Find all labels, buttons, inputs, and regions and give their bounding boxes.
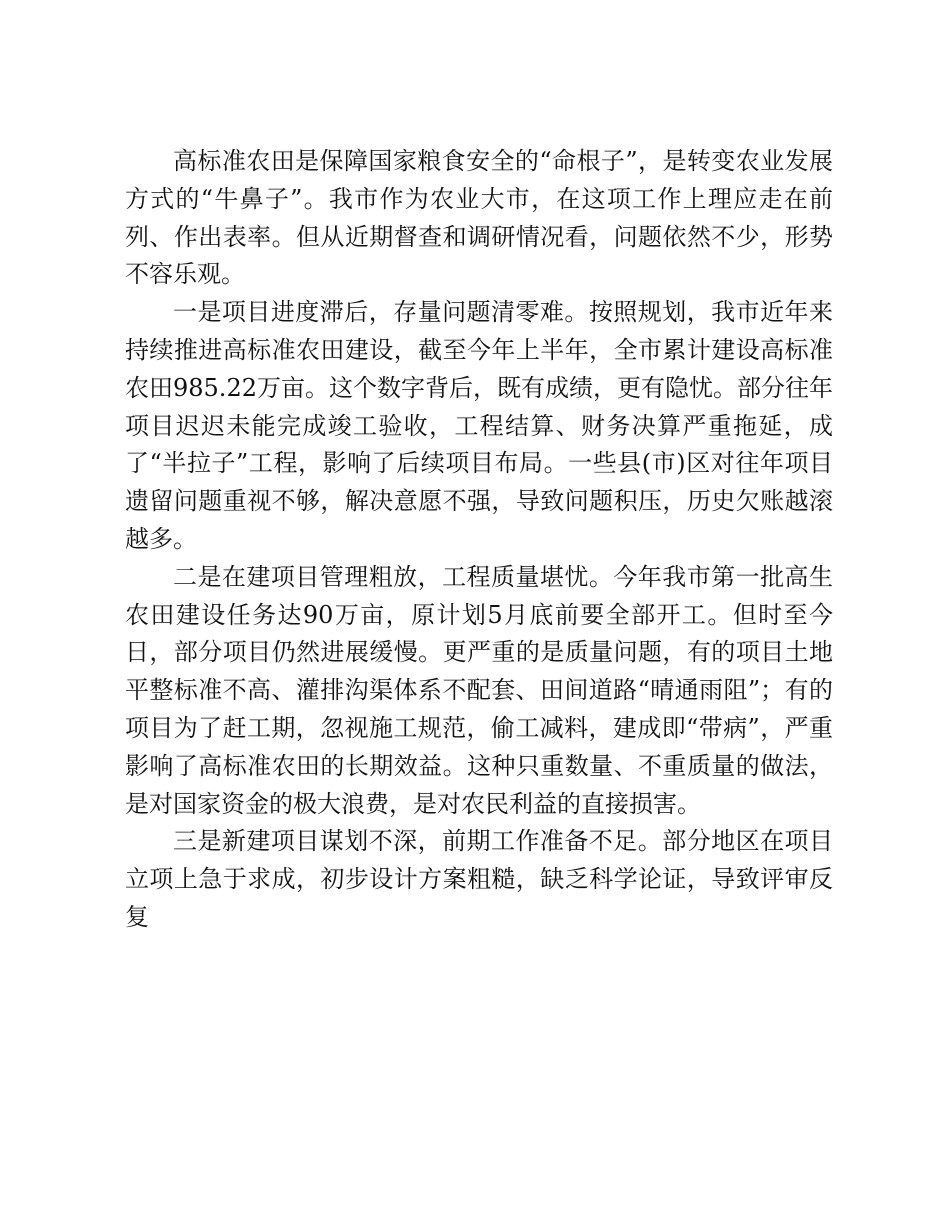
document-body bbox=[125, 143, 833, 937]
paragraph-point-three: 三是新建项目谋划不深，前期工作准备不足。部分地区在项目立项上急于求成，初步设计方案粗糙，缺乏科学论证，导致评审反复 bbox=[125, 827, 833, 931]
paragraph-point-two: 二是在建项目管理粗放，工程质量堪忧。今年我市第一批高生农田建设任务达90万亩，原计划5月底前要全部开工。但时至今日，部分项目仍然进展缓慢。更严重的是质量问题，有的项目土地平整标准不高、灌排沟渠体系不配套、田间道路“晴通雨阻”；有的项目为了赶工期，忽视施工规范，偷工减料，建成即“带病”，严重影响了高标准农田的长期效益。这种只重数量、不重质量的做法，是对国家资金的极大浪费，是对农民利益的直接损害。 bbox=[125, 562, 833, 818]
paragraph-point-one: 一是项目进度滞后，存量问题清零难。按照规划，我市近年来持续推进高标准农田建设，截至今年上半年，全市累计建设高标准农田985.22万亩。这个数字背后，既有成绩，更有隐忧。部分往年项目迟迟未能完成竣工验收，工程结算、财务决算严重拖延，成了“半拉子”工程，影响了后续项目布局。一些县(市)区对往年项目遗留问题重视不够，解决意愿不强，导致问题积压，历史欠账越滚越多。 bbox=[125, 298, 833, 553]
paragraph-intro: 高标准农田是保障国家粮食安全的“命根子”，是转变农业发展方式的“牛鼻子”。我市作为农业大市，在这项工作上理应走在前列、作出表率。但从近期督查和调研情况看，问题依然不少，形势不容乐观。 bbox=[125, 147, 833, 289]
